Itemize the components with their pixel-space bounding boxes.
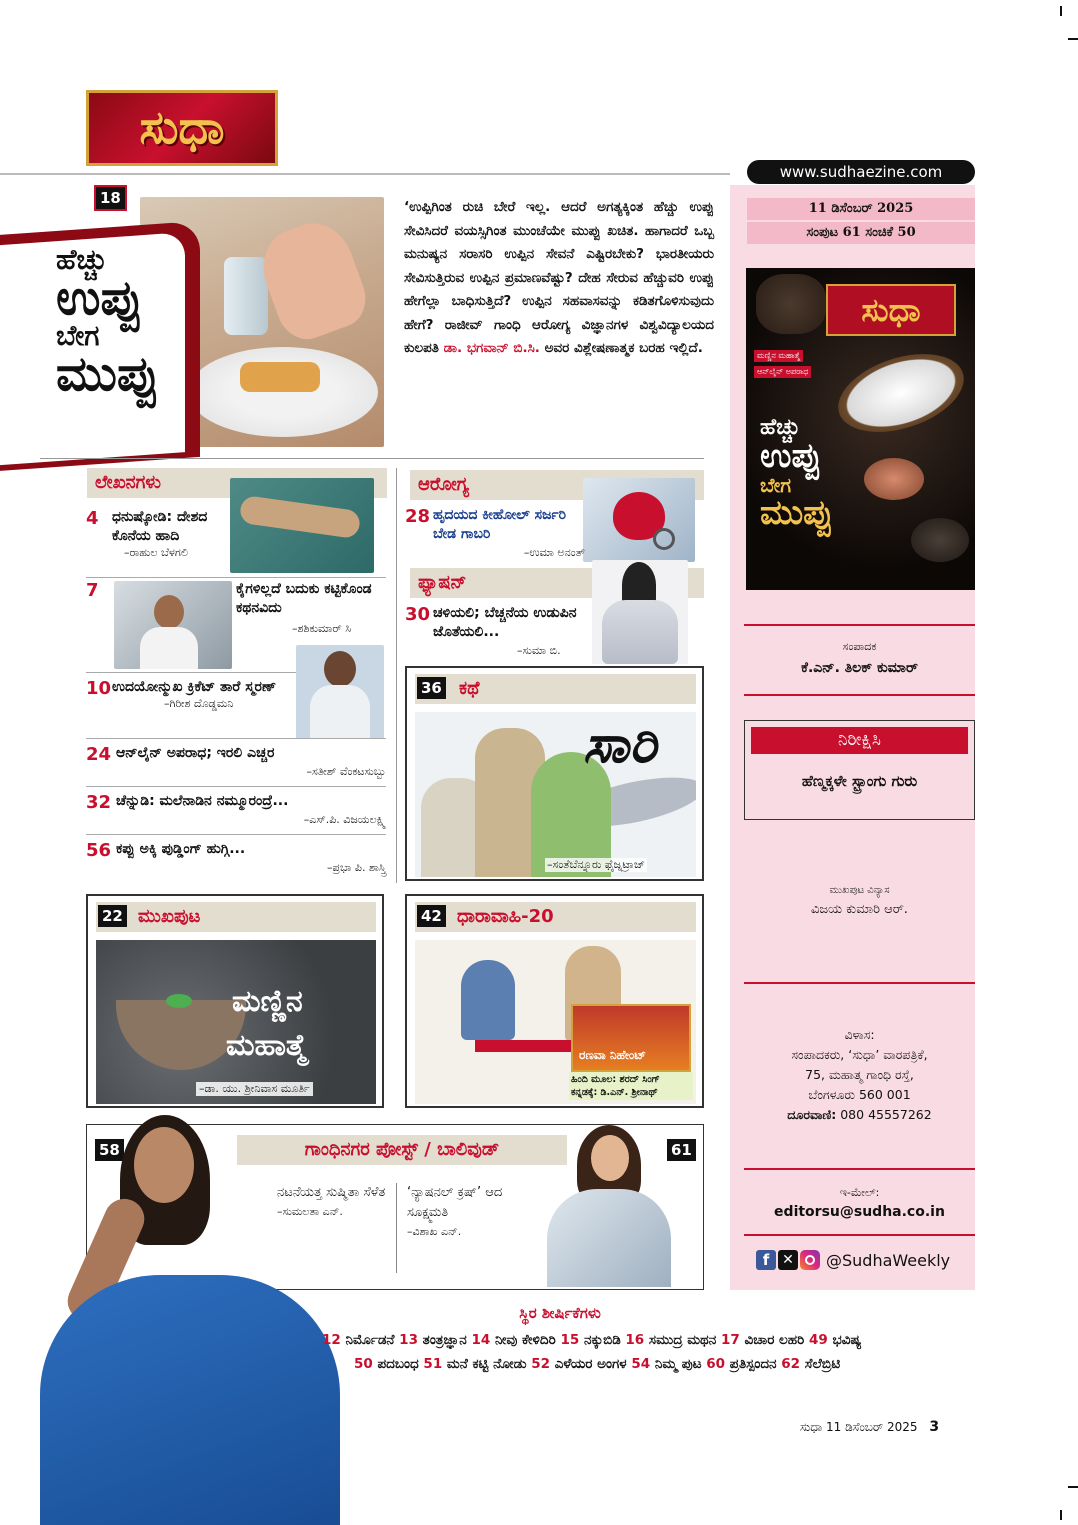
article-item[interactable] xyxy=(86,840,386,875)
article-rule xyxy=(86,786,386,787)
upcoming-title: ಹೆಣ್ಮಕ್ಕಳೇ ಸ್ಟ್ರಾಂಗು ಗುರು xyxy=(801,772,918,790)
crop-mark xyxy=(1060,1510,1062,1520)
crop-mark xyxy=(1060,6,1062,16)
sudha-logo xyxy=(86,90,278,166)
dhanushkodi-photo xyxy=(230,478,374,573)
cover-story-title: ಹೆಚ್ಚು ಉಪ್ಪು ಬೇಗ ಮುಪ್ಪು xyxy=(56,243,160,402)
story-illustration xyxy=(415,712,696,877)
gandhinagar-page-left: 58 xyxy=(95,1139,124,1161)
gandhinagar-left-author: –ಸುಮಲತಾ ಎನ್. xyxy=(277,1205,343,1218)
phone-number[interactable]: 080 45557262 xyxy=(840,1107,932,1122)
address-label: ವಿಳಾಸ: xyxy=(844,1027,875,1042)
page-number: 3 xyxy=(929,1419,940,1435)
issue-volume-box xyxy=(747,222,975,244)
person-face xyxy=(134,1127,194,1203)
article-page: 7 xyxy=(86,580,99,601)
gandhinagar-heading: ಗಾಂಧಿನಗರ ಪೋಸ್ಟ್ / ಬಾಲಿವುಡ್ xyxy=(304,1139,500,1160)
article-rule xyxy=(86,577,386,578)
address-block xyxy=(744,1025,975,1125)
article-rule xyxy=(86,834,386,835)
article-page: 4 xyxy=(86,508,99,529)
story-page: 36 xyxy=(417,677,446,699)
logo-text: ಸುಧಾ xyxy=(139,100,225,154)
gandhinagar-left-title: ನಟನೆಯತ್ತ ಸುಷ್ಮಿತಾ ಸೆಳೆತ xyxy=(277,1185,386,1200)
magazine-cover[interactable] xyxy=(746,268,975,590)
sidebar-rule xyxy=(744,1234,975,1236)
address-line: ಬೆಂಗಳೂರು 560 001 xyxy=(808,1087,911,1102)
stethoscope xyxy=(653,528,675,550)
cover-tag: ಆನ್‌ಲೈನ್ ಅಪರಾಧ xyxy=(754,366,811,378)
figure-woman xyxy=(461,960,515,1040)
saree xyxy=(547,1189,671,1287)
cover-soil-hands xyxy=(756,274,826,334)
crop-mark xyxy=(1068,1486,1078,1488)
cover-salt-spoon xyxy=(828,340,973,447)
article-item[interactable] xyxy=(86,508,231,560)
article-page: 10 xyxy=(86,678,112,699)
health-author: –ಉಮಾ ಅನಂತ್ xyxy=(523,546,585,559)
serial-credits: ಹಿಂದಿ ಮೂಲ: ಶರದ್ ಸಿಂಗ್ ಕನ್ನಡಕ್ಕೆ: ಡಿ.ಎನ್. ಶ್ರೀನಾಥ್ xyxy=(569,1072,693,1100)
fashion-model-photo xyxy=(592,560,688,664)
article-rule xyxy=(86,738,386,739)
cover-logo: ಸುಧಾ xyxy=(826,284,956,336)
article-item[interactable] xyxy=(86,580,386,636)
upcoming-box xyxy=(744,720,975,820)
article-page: 56 xyxy=(86,840,112,861)
site-url-badge[interactable] xyxy=(747,160,975,184)
editor-name: ಕೆ.ಎನ್. ತಿಲಕ್ ಕುಮಾರ್ xyxy=(801,660,918,676)
editor-label: ಸಂಪಾದಕ xyxy=(842,640,877,653)
article-title: ಕೈಗಳಿಲ್ಲದೆ ಬದುಕು ಕಟ್ಟಿಕೊಂಡ ಕಥನವಿದು xyxy=(236,581,372,616)
crop-mark xyxy=(1068,38,1078,40)
salt-jar xyxy=(224,257,268,335)
actress-saree-photo xyxy=(537,1119,677,1287)
story-box[interactable] xyxy=(405,666,704,881)
social-handle[interactable]: @SudhaWeekly xyxy=(826,1250,951,1270)
cover-feature-art-title: ಮಣ್ಣಿನ xyxy=(232,984,303,1019)
article-author: –ರಾಹುಲ ಬೆಳಗಲಿ xyxy=(124,546,188,559)
issue-date-box xyxy=(747,198,975,220)
facebook-icon[interactable]: f xyxy=(756,1250,776,1270)
sidebar-rule xyxy=(744,982,975,984)
design-label: ಮುಖಪುಟ ವಿನ್ಯಾಸ xyxy=(829,885,890,896)
article-title: ಚೆನ್ನುಡಿ: ಮಲೆನಾಡಿನ ನಮ್ಮೂರಂದ್ರೆ... xyxy=(116,793,289,809)
gandhinagar-right-author: –ವಿಶಾಖ ಎನ್. xyxy=(407,1225,462,1238)
story-heading: ಕಥೆ xyxy=(459,678,480,699)
address-line: ಸಂಪಾದಕರು, ‘ಸುಧಾ’ ವಾರಪತ್ರಿಕೆ, xyxy=(791,1047,928,1062)
article-page: 32 xyxy=(86,792,112,813)
cover-black-salt-spoon xyxy=(911,518,969,562)
email-label: ಇ-ಮೇಲ್: xyxy=(839,1186,880,1199)
person-face xyxy=(591,1135,629,1181)
article-author: –ಎಸ್.ಪಿ. ವಿಜಯಲಕ್ಷ್ಮಿ xyxy=(303,813,386,826)
fashion-author: –ಸುಮಾ ಬಿ. xyxy=(517,644,561,657)
social-row xyxy=(756,1249,950,1271)
design-name: ವಿಜಯ ಕುಮಾರಿ ಆರ್. xyxy=(811,902,908,917)
health-title: ಹೃದಯದ ಕೀಹೋಲ್ ಸರ್ಜರಿ ಬೇಡ ಗಾಬರಿ xyxy=(433,507,567,542)
header-rule xyxy=(0,173,730,175)
serial-page: 42 xyxy=(417,905,446,927)
regular-line-1: 12 ನಿರ್ಮೊಡನೆ 13 ತಂತ್ರಜ್ಞಾನ 14 ನೀವು ಕೇಳಿದಿರಿ 15 ನಕ್ಕುಬಿಡಿ 16 ಸಮುದ್ರ ಮಥನ 17 ವಿಚಾರ ಲಹರಿ 49 ಭವಿಷ್ಯ xyxy=(322,1332,862,1348)
heart-photo xyxy=(583,478,695,562)
phone-label: ದೂರವಾಣಿ: xyxy=(787,1107,837,1122)
story-header xyxy=(415,674,696,704)
sprout xyxy=(166,994,192,1008)
article-item[interactable] xyxy=(86,678,296,711)
food-plate xyxy=(188,347,378,437)
model-blue-dress-photo xyxy=(0,1115,384,1525)
cover-feature-header xyxy=(96,902,376,932)
footer-text: ಸುಧಾ 11 ಡಿಸೆಂಬರ್ 2025 xyxy=(800,1420,918,1434)
article-title: ಧನುಷ್ಕೋಡಿ: ದೇಶದ ಕೊನೆಯ ಹಾದಿ xyxy=(112,509,208,544)
health-page: 28 xyxy=(405,506,431,527)
article-title: ಕಪ್ಪು ಅಕ್ಕಿ ಪುಡ್ಡಿಂಗ್ ಹುಗ್ಗಿ... xyxy=(116,841,246,857)
fashion-heading: ಫ್ಯಾಷನ್ xyxy=(410,568,704,598)
article-author: –ಗಿರೀಶ ದೊಡ್ಡಮನಿ xyxy=(164,697,234,710)
cricketer-photo xyxy=(296,645,384,739)
sandbar-shape xyxy=(239,495,362,539)
cover-story-intro: ‘ಉಪ್ಪಿಗಿಂತ ರುಚಿ ಬೇರೆ ಇಲ್ಲ. ಆದರೆ ಅಗತ್ಯಕ್ಕಿಂತ ಹೆಚ್ಚು ಉಪ್ಪು ಸೇವಿಸಿದರೆ ವಯಸ್ಸಿಗಿಂತ ಮುಂಚೆಯೇ ಮುಪ್ಪು ಖಚಿತ. ಹಾಗಾದರೆ ಒಬ್ಬ ಮನುಷ್ಯನ ಸರಾಸರಿ ಉಪ್ಪಿನ ಸೇವನೆ ಎಷ್ಟಿರಬೇಕು? ಭಾರತೀಯರು ಸೇವಿಸುತ್ತಿರುವ ಉಪ್ಪಿನ ಪ್ರಮಾಣವೆಷ್ಟು? ದೇಹ ಸೇರುವ ಹೆಚ್ಚುವರಿ ಉಪ್ಪು ಹೇಗೆಲ್ಲಾ ಬಾಧಿಸುತ್ತಿದೆ? ಉಪ್ಪಿನ ಸಹವಾಸವನ್ನು ಕಡಿತಗೊಳಿಸುವುದು ಹೇಗೆ? ರಾಜೀವ್ ಗಾಂಧಿ ಆರೋಗ್ಯ ವಿಜ್ಞಾನಗಳ ವಿಶ್ವವಿದ್ಯಾಲಯದ ಕುಲಪತಿ ಡಾ. ಭಗವಾನ್ ಬಿ.ಸಿ. ಅವರ ವಿಶ್ಲೇಷಣಾತ್ಮಕ ಬರಹ ಇಲ್ಲಿದೆ. xyxy=(404,199,714,356)
refusing-hand xyxy=(252,213,374,347)
blue-dress xyxy=(40,1275,340,1525)
cover-tag: ಮಣ್ಣಿನ ಮಹಾತ್ಮೆ xyxy=(754,350,803,362)
article-page: 24 xyxy=(86,744,112,765)
site-url[interactable]: www.sudhaezine.com xyxy=(779,163,943,181)
article-author: –ಪ್ರಭಾ ಪಿ. ಶಾಸ್ತ್ರಿ xyxy=(327,861,386,874)
upcoming-label: ನಿರೀಕ್ಷಿಸಿ xyxy=(751,727,968,754)
cover-feature-box[interactable] xyxy=(86,894,384,1108)
cover-feature-art-title: ಮಹಾತ್ಮೆ xyxy=(226,1028,308,1063)
page-footer xyxy=(800,1419,939,1435)
phone-line xyxy=(744,1105,975,1125)
cover-feature-author: –ಡಾ. ಯು. ಶ್ರೀನಿವಾಸ ಮೂರ್ತಿ xyxy=(196,1082,313,1096)
health-item[interactable] xyxy=(405,506,585,560)
x-icon[interactable]: ✕ xyxy=(778,1250,798,1270)
serial-illustration xyxy=(415,940,696,1104)
cover-title: ಹೆಚ್ಚು ಉಪ್ಪು ಬೇಗ ಮುಪ್ಪು xyxy=(760,415,834,533)
email-address[interactable]: editorsu@sudha.co.in xyxy=(774,1204,945,1220)
serial-header xyxy=(415,902,696,932)
regular-line-2: 50 ಪದಬಂಧ 51 ಮನೆ ಕಟ್ಟಿ ನೋಡು 52 ಎಳೆಯರ ಅಂಗಳ 54 ನಿಮ್ಮ ಪುಟ 60 ಪ್ರತಿಸ್ಪಂದನ 62 ಸೆಲೆಬ್ರಿಟಿ xyxy=(354,1356,841,1372)
sidebar-rule xyxy=(744,1168,975,1170)
intro-author: ಡಾ. ಭಗವಾನ್ ಬಿ.ಸಿ. xyxy=(443,340,540,356)
sidebar-rule xyxy=(744,694,975,696)
address-line: 75, ಮಹಾತ್ಮ ಗಾಂಧಿ ರಸ್ತೆ, xyxy=(805,1067,914,1082)
person-body xyxy=(310,685,370,739)
story-author: –ಸಂತೆಬೆನ್ನೂರು ಫೈಜ್ನಟ್ರಾಜ್ xyxy=(547,858,645,871)
gandhinagar-right-item[interactable] xyxy=(407,1183,517,1239)
health-heading: ಆರೋಗ್ಯ xyxy=(410,470,704,500)
cover-feature-heading: ಮುಖಪುಟ xyxy=(138,906,201,927)
article-title: ಆನ್‌ಲೈನ್ ಅಪರಾಧ; ಇರಲಿ ಎಚ್ಚರ xyxy=(116,745,275,761)
article-author: –ಸತೀಶ್ ವೆಂಕಟಸುಬ್ಬು xyxy=(306,765,386,778)
puffer-jacket xyxy=(602,600,678,664)
gandhinagar-page-right: 61 xyxy=(667,1139,696,1161)
articles-heading: ಲೇಖನಗಳು xyxy=(87,468,387,498)
serial-book-title: ರಣವಾ ನಿಹೇಂಟ್ xyxy=(579,1048,646,1062)
cover-story-rule xyxy=(40,458,704,459)
fashion-item[interactable] xyxy=(405,604,595,658)
soil-hands-photo xyxy=(96,940,376,1104)
issue-date: 11 ಡಿಸೆಂಬರ್ 2025 xyxy=(808,201,914,216)
gandhinagar-divider xyxy=(396,1183,397,1273)
cover-feature-page: 22 xyxy=(98,905,127,927)
article-item[interactable] xyxy=(86,744,386,779)
article-title: ಉದಯೋನ್ಮುಖ ಕ್ರಿಕೆಟ್ ತಾರೆ ಸ್ಮರಣ್ xyxy=(112,679,277,695)
cover-pink-salt-spoon xyxy=(864,458,924,500)
cover-story-page: 18 xyxy=(94,185,127,211)
article-author: –ಶಶಿಕುಮಾರ್ ಸಿ xyxy=(292,622,352,635)
instagram-icon[interactable] xyxy=(800,1250,820,1270)
fashion-title: ಚಳಿಯಲಿ; ಬೆಚ್ಚನೆಯ ಉಡುಪಿನ ಜೊತೆಯಲಿ... xyxy=(433,605,577,640)
story-art-title: ಸಾರಿ xyxy=(583,714,657,775)
issue-volume: ಸಂಪುಟ 61 ಸಂಚಿಕೆ 50 xyxy=(806,225,916,240)
food-item xyxy=(240,362,320,392)
sidebar-rule xyxy=(744,624,975,626)
gandhinagar-right-title: ‘ನ್ಯಾಷನಲ್ ಕ್ರಷ್’ ಆದ ಸೂಕ್ಷ್ಮಮತಿ xyxy=(407,1185,503,1220)
column-divider xyxy=(396,468,397,883)
fashion-page: 30 xyxy=(405,604,431,625)
serial-box[interactable] xyxy=(405,894,704,1108)
article-item[interactable] xyxy=(86,792,386,827)
serial-book-cover xyxy=(571,1004,691,1072)
article-rule xyxy=(86,672,296,673)
serial-heading: ಧಾರಾವಾಹಿ-20 xyxy=(457,906,554,927)
person-head xyxy=(324,651,356,687)
regular-heading: ಸ್ಥಿರ ಶೀರ್ಷಿಕೆಗಳು xyxy=(519,1304,601,1322)
